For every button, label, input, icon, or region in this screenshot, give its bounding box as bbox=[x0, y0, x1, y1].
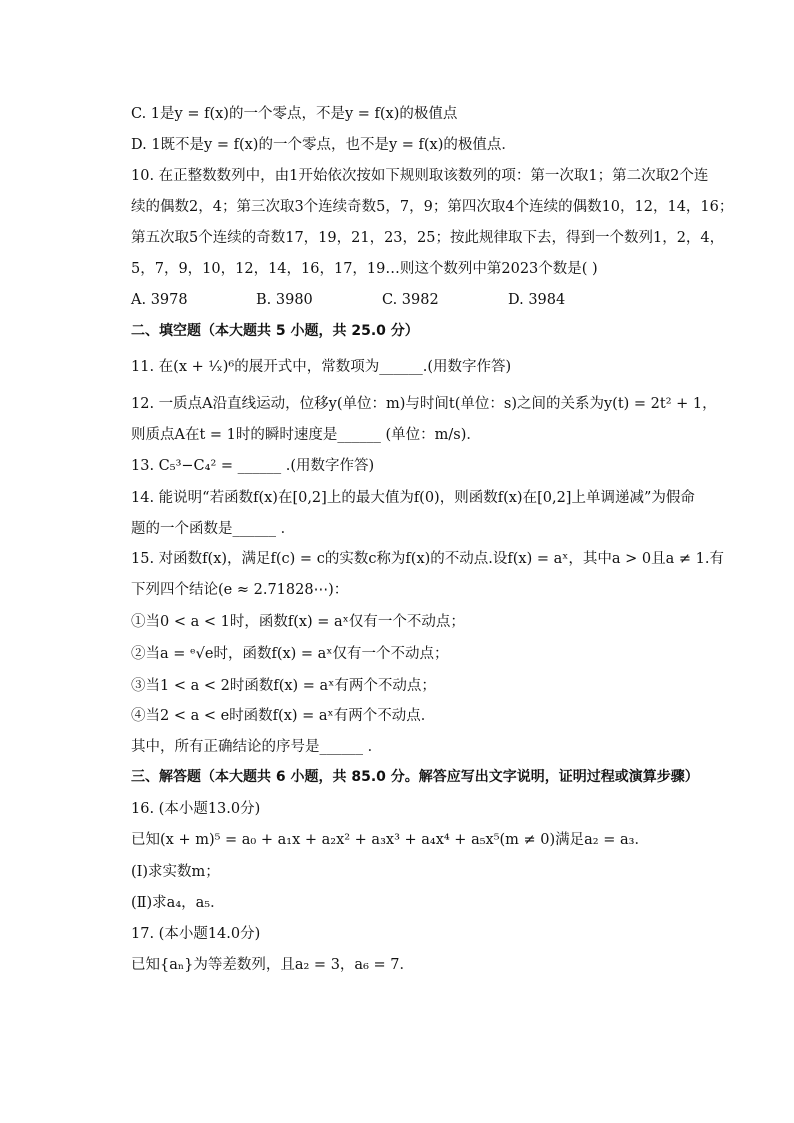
q14-line-1: 14. 能说明“若函数f(x)在[0,2]上的最大值为f(0)，则函数f(x)在[0,2]上单调递减”为假命 bbox=[131, 490, 695, 506]
q15-statement-4: ④当2 < a < e时函数f(x) = aˣ有两个不动点． bbox=[131, 708, 436, 724]
q15-line-2: 下列四个结论(e ≈ 2.71828⋯)： bbox=[131, 582, 349, 598]
q9-option-d: D. 1既不是y = f(x)的一个零点，也不是y = f(x)的极值点． bbox=[131, 137, 516, 153]
q16-part-2: (Ⅱ)求a₄，a₅． bbox=[131, 895, 225, 911]
q17-statement: 已知{aₙ}为等差数列，且a₂ = 3，a₆ = 7． bbox=[131, 957, 414, 973]
q16-part-1: (Ⅰ)求实数m； bbox=[131, 864, 220, 880]
q17-header: 17. (本小题14.0分) bbox=[131, 926, 261, 942]
q15-answer-line: 其中，所有正确结论的序号是______ ． bbox=[131, 739, 383, 755]
section-solution-heading: 三、解答题（本大题共 6 小题，共 85.0 分。解答应写出文字说明，证明过程或演算步骤） bbox=[131, 769, 699, 785]
q10-line-2: 续的偶数2，4；第三次取3个连续奇数5，7，9；第四次取4个连续的偶数10，12，14，16； bbox=[131, 199, 734, 215]
q16-statement: 已知(x + m)⁵ = a₀ + a₁x + a₂x² + a₃x³ + a₄x⁴ + a₅x⁵(m ≠ 0)满足a₂ = a₃． bbox=[131, 832, 649, 848]
q12-line-2: 则质点A在t = 1时的瞬时速度是______ (单位：m/s)． bbox=[131, 427, 481, 443]
q15-statement-3: ③当1 < a < 2时函数f(x) = aˣ有两个不动点； bbox=[131, 678, 436, 694]
q10-line-4: 5，7，9，10，12，14，16，17，19…则这个数列中第2023个数是( ) bbox=[131, 261, 598, 277]
q13: 13. C₅³−C₄² = ______ .(用数字作答) bbox=[131, 458, 375, 474]
q10-option-d: D. 3984 bbox=[508, 292, 566, 308]
q10-line-3: 第五次取5个连续的奇数17，19，21，23，25；按此规律取下去，得到一个数列1，2，4， bbox=[131, 230, 725, 246]
q10-option-a: A. 3978 bbox=[131, 292, 188, 308]
q12-line-1: 12. 一质点A沿直线运动，位移y(单位：m)与时间t(单位：s)之间的关系为y(t) = 2t² + 1， bbox=[131, 396, 717, 412]
q10-line-1: 10. 在正整数数列中，由1开始依次按如下规则取该数列的项：第一次取1；第二次取2个连 bbox=[131, 168, 709, 184]
q11: 11. 在(x + ¹⁄ₓ)⁶的展开式中，常数项为______.(用数字作答) bbox=[131, 359, 512, 375]
q10-option-b: B. 3980 bbox=[256, 292, 313, 308]
section-fill-blank-heading: 二、填空题（本大题共 5 小题，共 25.0 分） bbox=[131, 323, 419, 339]
q16-header: 16. (本小题13.0分) bbox=[131, 801, 261, 817]
q14-line-2: 题的一个函数是______ ． bbox=[131, 521, 296, 537]
q15-line-1: 15. 对函数f(x)，满足f(c) = c的实数c称为f(x)的不动点.设f(x) = aˣ，其中a > 0且a ≠ 1.有 bbox=[131, 551, 725, 567]
q15-statement-2: ②当a = ᵉ√e时，函数f(x) = aˣ仅有一个不动点； bbox=[131, 646, 449, 662]
q10-option-c: C. 3982 bbox=[382, 292, 439, 308]
q9-option-c: C. 1是y = f(x)的一个零点，不是y = f(x)的极值点 bbox=[131, 106, 458, 122]
q15-statement-1: ①当0 < a < 1时，函数f(x) = aˣ仅有一个不动点； bbox=[131, 614, 465, 630]
